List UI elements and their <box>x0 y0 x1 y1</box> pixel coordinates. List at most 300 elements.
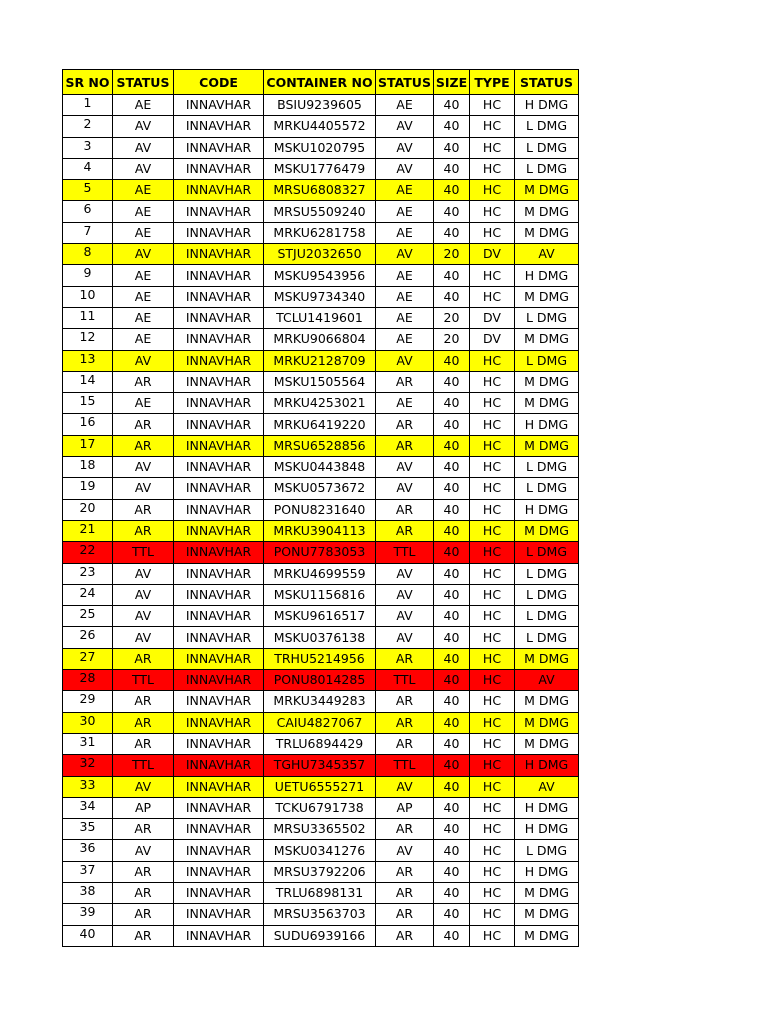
table-row <box>63 520 579 541</box>
cell-status-2: AV <box>376 350 434 371</box>
cell-type: HC <box>470 393 515 414</box>
cell-status-2: AE <box>376 393 434 414</box>
cell-container-no: MRKU2128709 <box>264 350 376 371</box>
cell-size: 40 <box>434 606 470 627</box>
cell-sr-no: 39 <box>63 904 113 925</box>
table-row <box>63 627 579 648</box>
cell-status-3: L DMG <box>515 840 579 861</box>
cell-status: AR <box>113 861 174 882</box>
cell-container-no: PONU8014285 <box>264 670 376 691</box>
container-status-table <box>62 69 579 947</box>
cell-status: AE <box>113 201 174 222</box>
cell-status-2: TTL <box>376 670 434 691</box>
cell-container-no: MRKU6281758 <box>264 222 376 243</box>
cell-sr-no: 2 <box>63 116 113 137</box>
cell-status-3: L DMG <box>515 542 579 563</box>
cell-code: INNAVHAR <box>174 158 264 179</box>
cell-type: HC <box>470 180 515 201</box>
cell-sr-no: 6 <box>63 201 113 222</box>
cell-size: 40 <box>434 712 470 733</box>
cell-container-no: MRSU6808327 <box>264 180 376 201</box>
cell-container-no: MSKU1156816 <box>264 584 376 605</box>
table-row <box>63 457 579 478</box>
cell-type: HC <box>470 606 515 627</box>
cell-status: AE <box>113 95 174 116</box>
cell-code: INNAVHAR <box>174 882 264 903</box>
cell-status-3: H DMG <box>515 861 579 882</box>
cell-status: AE <box>113 329 174 350</box>
table-row <box>63 265 579 286</box>
cell-status-3: M DMG <box>515 435 579 456</box>
cell-status-2: AR <box>376 712 434 733</box>
cell-type: HC <box>470 520 515 541</box>
cell-status: AR <box>113 733 174 754</box>
cell-sr-no: 21 <box>63 520 113 541</box>
cell-size: 40 <box>434 755 470 776</box>
cell-code: INNAVHAR <box>174 222 264 243</box>
cell-sr-no: 31 <box>63 733 113 754</box>
cell-sr-no: 16 <box>63 414 113 435</box>
cell-status: AV <box>113 244 174 265</box>
cell-code: INNAVHAR <box>174 329 264 350</box>
cell-container-no: MSKU0573672 <box>264 478 376 499</box>
cell-size: 40 <box>434 542 470 563</box>
cell-status-3: L DMG <box>515 606 579 627</box>
cell-type: HC <box>470 137 515 158</box>
cell-status: AR <box>113 712 174 733</box>
table-row <box>63 350 579 371</box>
table-row <box>63 478 579 499</box>
cell-sr-no: 26 <box>63 627 113 648</box>
cell-sr-no: 3 <box>63 137 113 158</box>
cell-status-3: AV <box>515 776 579 797</box>
cell-container-no: MSKU9616517 <box>264 606 376 627</box>
cell-type: HC <box>470 691 515 712</box>
cell-status-2: AR <box>376 414 434 435</box>
cell-size: 40 <box>434 414 470 435</box>
cell-size: 40 <box>434 435 470 456</box>
cell-code: INNAVHAR <box>174 350 264 371</box>
cell-type: HC <box>470 499 515 520</box>
cell-size: 40 <box>434 776 470 797</box>
cell-sr-no: 30 <box>63 712 113 733</box>
cell-status-3: H DMG <box>515 265 579 286</box>
header-container-no: CONTAINER NO <box>264 70 376 95</box>
cell-status-2: AV <box>376 840 434 861</box>
table-row <box>63 95 579 116</box>
cell-container-no: UETU6555271 <box>264 776 376 797</box>
table-row <box>63 180 579 201</box>
cell-type: HC <box>470 457 515 478</box>
cell-sr-no: 9 <box>63 265 113 286</box>
cell-status: AV <box>113 584 174 605</box>
cell-status: AV <box>113 137 174 158</box>
cell-status-3: M DMG <box>515 733 579 754</box>
table-row <box>63 563 579 584</box>
table-header <box>63 70 579 95</box>
cell-code: INNAVHAR <box>174 137 264 158</box>
cell-status: AR <box>113 904 174 925</box>
cell-code: INNAVHAR <box>174 435 264 456</box>
table-row <box>63 201 579 222</box>
cell-type: HC <box>470 371 515 392</box>
cell-status-3: M DMG <box>515 393 579 414</box>
cell-status: AV <box>113 776 174 797</box>
cell-status-3: M DMG <box>515 691 579 712</box>
table-row <box>63 840 579 861</box>
table-row <box>63 670 579 691</box>
cell-status: AV <box>113 606 174 627</box>
cell-status: AE <box>113 265 174 286</box>
cell-code: INNAVHAR <box>174 606 264 627</box>
cell-status-2: AE <box>376 95 434 116</box>
cell-status: TTL <box>113 755 174 776</box>
cell-code: INNAVHAR <box>174 520 264 541</box>
cell-status: AR <box>113 648 174 669</box>
cell-status-2: AE <box>376 201 434 222</box>
cell-status-3: AV <box>515 670 579 691</box>
cell-status: AV <box>113 478 174 499</box>
cell-size: 40 <box>434 670 470 691</box>
table-row <box>63 882 579 903</box>
table-row <box>63 776 579 797</box>
cell-sr-no: 10 <box>63 286 113 307</box>
cell-size: 40 <box>434 158 470 179</box>
cell-code: INNAVHAR <box>174 733 264 754</box>
cell-container-no: MRKU3904113 <box>264 520 376 541</box>
cell-size: 40 <box>434 286 470 307</box>
cell-status-3: L DMG <box>515 158 579 179</box>
cell-container-no: MRKU4405572 <box>264 116 376 137</box>
cell-container-no: TRHU5214956 <box>264 648 376 669</box>
cell-type: HC <box>470 882 515 903</box>
cell-sr-no: 12 <box>63 329 113 350</box>
cell-status-2: AE <box>376 180 434 201</box>
cell-code: INNAVHAR <box>174 861 264 882</box>
cell-code: INNAVHAR <box>174 563 264 584</box>
cell-code: INNAVHAR <box>174 478 264 499</box>
header-code: CODE <box>174 70 264 95</box>
cell-status-2: AV <box>376 584 434 605</box>
cell-type: HC <box>470 627 515 648</box>
table-row <box>63 307 579 328</box>
cell-sr-no: 28 <box>63 670 113 691</box>
cell-status: AR <box>113 499 174 520</box>
cell-code: INNAVHAR <box>174 371 264 392</box>
cell-container-no: MRSU3792206 <box>264 861 376 882</box>
cell-size: 40 <box>434 797 470 818</box>
cell-type: HC <box>470 904 515 925</box>
cell-sr-no: 35 <box>63 819 113 840</box>
table-row <box>63 329 579 350</box>
cell-status-2: AE <box>376 222 434 243</box>
cell-type: HC <box>470 733 515 754</box>
cell-type: HC <box>470 797 515 818</box>
cell-type: DV <box>470 307 515 328</box>
cell-status-3: M DMG <box>515 180 579 201</box>
cell-code: INNAVHAR <box>174 670 264 691</box>
cell-size: 40 <box>434 201 470 222</box>
cell-size: 40 <box>434 222 470 243</box>
table-row <box>63 499 579 520</box>
cell-type: HC <box>470 712 515 733</box>
cell-code: INNAVHAR <box>174 201 264 222</box>
table-row <box>63 755 579 776</box>
cell-size: 40 <box>434 882 470 903</box>
cell-status: AR <box>113 520 174 541</box>
cell-sr-no: 17 <box>63 435 113 456</box>
cell-code: INNAVHAR <box>174 925 264 946</box>
cell-container-no: MSKU9734340 <box>264 286 376 307</box>
table-row <box>63 606 579 627</box>
cell-sr-no: 27 <box>63 648 113 669</box>
cell-sr-no: 19 <box>63 478 113 499</box>
cell-status-2: AV <box>376 627 434 648</box>
cell-status-3: M DMG <box>515 648 579 669</box>
table-row <box>63 286 579 307</box>
cell-type: HC <box>470 478 515 499</box>
cell-status-2: AR <box>376 520 434 541</box>
cell-code: INNAVHAR <box>174 457 264 478</box>
cell-type: DV <box>470 244 515 265</box>
cell-status-3: L DMG <box>515 627 579 648</box>
cell-type: HC <box>470 648 515 669</box>
table-row <box>63 116 579 137</box>
cell-status-3: M DMG <box>515 904 579 925</box>
cell-status-2: AV <box>376 776 434 797</box>
cell-size: 20 <box>434 244 470 265</box>
cell-sr-no: 33 <box>63 776 113 797</box>
cell-code: INNAVHAR <box>174 542 264 563</box>
cell-container-no: CAIU4827067 <box>264 712 376 733</box>
cell-status: AE <box>113 180 174 201</box>
cell-sr-no: 18 <box>63 457 113 478</box>
cell-status-3: H DMG <box>515 414 579 435</box>
cell-type: DV <box>470 329 515 350</box>
cell-type: HC <box>470 584 515 605</box>
table-row <box>63 712 579 733</box>
cell-status-3: L DMG <box>515 350 579 371</box>
cell-size: 40 <box>434 95 470 116</box>
cell-sr-no: 13 <box>63 350 113 371</box>
cell-code: INNAVHAR <box>174 414 264 435</box>
cell-status: AV <box>113 116 174 137</box>
cell-sr-no: 36 <box>63 840 113 861</box>
cell-status-3: L DMG <box>515 137 579 158</box>
cell-type: HC <box>470 861 515 882</box>
cell-type: HC <box>470 755 515 776</box>
cell-size: 40 <box>434 819 470 840</box>
cell-size: 40 <box>434 393 470 414</box>
cell-container-no: MSKU1505564 <box>264 371 376 392</box>
cell-sr-no: 32 <box>63 755 113 776</box>
cell-status: AR <box>113 371 174 392</box>
cell-status-2: AV <box>376 116 434 137</box>
cell-status-3: M DMG <box>515 286 579 307</box>
cell-status: AR <box>113 414 174 435</box>
cell-status-2: AE <box>376 307 434 328</box>
cell-status-2: AV <box>376 158 434 179</box>
cell-container-no: MRKU9066804 <box>264 329 376 350</box>
cell-status-3: L DMG <box>515 116 579 137</box>
cell-container-no: SUDU6939166 <box>264 925 376 946</box>
cell-code: INNAVHAR <box>174 265 264 286</box>
cell-sr-no: 24 <box>63 584 113 605</box>
cell-status: TTL <box>113 670 174 691</box>
cell-size: 20 <box>434 307 470 328</box>
table-row <box>63 861 579 882</box>
table-row <box>63 158 579 179</box>
cell-status-3: L DMG <box>515 584 579 605</box>
cell-status-2: TTL <box>376 755 434 776</box>
cell-code: INNAVHAR <box>174 904 264 925</box>
cell-type: HC <box>470 414 515 435</box>
header-row <box>63 70 579 95</box>
cell-size: 40 <box>434 733 470 754</box>
cell-type: HC <box>470 265 515 286</box>
cell-code: INNAVHAR <box>174 286 264 307</box>
cell-container-no: MSKU1776479 <box>264 158 376 179</box>
cell-type: HC <box>470 670 515 691</box>
header-status-2: STATUS <box>376 70 434 95</box>
cell-sr-no: 5 <box>63 180 113 201</box>
cell-status-2: AR <box>376 861 434 882</box>
table-row <box>63 542 579 563</box>
cell-status: AP <box>113 797 174 818</box>
cell-size: 40 <box>434 350 470 371</box>
cell-status: AR <box>113 819 174 840</box>
cell-status-2: AR <box>376 371 434 392</box>
cell-status-2: AV <box>376 606 434 627</box>
header-status: STATUS <box>113 70 174 95</box>
cell-status-2: AR <box>376 648 434 669</box>
cell-container-no: PONU8231640 <box>264 499 376 520</box>
cell-status-3: L DMG <box>515 307 579 328</box>
cell-type: HC <box>470 563 515 584</box>
cell-status-2: AV <box>376 244 434 265</box>
cell-status-2: AR <box>376 882 434 903</box>
cell-size: 40 <box>434 840 470 861</box>
cell-status: AR <box>113 882 174 903</box>
cell-size: 40 <box>434 861 470 882</box>
cell-status-2: AV <box>376 478 434 499</box>
cell-size: 40 <box>434 584 470 605</box>
cell-status: AE <box>113 393 174 414</box>
cell-size: 20 <box>434 329 470 350</box>
cell-status-2: AP <box>376 797 434 818</box>
cell-size: 40 <box>434 457 470 478</box>
table-row <box>63 244 579 265</box>
cell-container-no: PONU7783053 <box>264 542 376 563</box>
cell-status-2: AV <box>376 563 434 584</box>
cell-status-3: H DMG <box>515 819 579 840</box>
cell-status-3: H DMG <box>515 499 579 520</box>
cell-code: INNAVHAR <box>174 797 264 818</box>
cell-status: AV <box>113 350 174 371</box>
cell-status-2: AV <box>376 137 434 158</box>
table-row <box>63 371 579 392</box>
cell-sr-no: 37 <box>63 861 113 882</box>
cell-container-no: MRSU3563703 <box>264 904 376 925</box>
cell-status-3: M DMG <box>515 925 579 946</box>
cell-code: INNAVHAR <box>174 244 264 265</box>
table-row <box>63 393 579 414</box>
cell-type: HC <box>470 222 515 243</box>
cell-code: INNAVHAR <box>174 691 264 712</box>
cell-status: AE <box>113 307 174 328</box>
cell-sr-no: 1 <box>63 95 113 116</box>
cell-type: HC <box>470 350 515 371</box>
cell-container-no: MRKU3449283 <box>264 691 376 712</box>
cell-status: AR <box>113 435 174 456</box>
cell-sr-no: 4 <box>63 158 113 179</box>
table-row <box>63 648 579 669</box>
cell-status-3: L DMG <box>515 478 579 499</box>
cell-type: HC <box>470 542 515 563</box>
cell-status: AR <box>113 925 174 946</box>
cell-sr-no: 38 <box>63 882 113 903</box>
cell-status-2: AR <box>376 925 434 946</box>
cell-type: HC <box>470 158 515 179</box>
table-row <box>63 137 579 158</box>
cell-status: AR <box>113 691 174 712</box>
header-type: TYPE <box>470 70 515 95</box>
table-row <box>63 222 579 243</box>
cell-size: 40 <box>434 478 470 499</box>
cell-type: HC <box>470 116 515 137</box>
cell-size: 40 <box>434 520 470 541</box>
cell-size: 40 <box>434 265 470 286</box>
cell-size: 40 <box>434 371 470 392</box>
cell-status-2: AR <box>376 691 434 712</box>
table-row <box>63 435 579 456</box>
cell-type: HC <box>470 286 515 307</box>
header-size: SIZE <box>434 70 470 95</box>
cell-container-no: MSKU9543956 <box>264 265 376 286</box>
cell-status-3: M DMG <box>515 201 579 222</box>
cell-status-3: L DMG <box>515 457 579 478</box>
cell-sr-no: 11 <box>63 307 113 328</box>
cell-type: HC <box>470 776 515 797</box>
cell-sr-no: 15 <box>63 393 113 414</box>
cell-sr-no: 8 <box>63 244 113 265</box>
cell-sr-no: 7 <box>63 222 113 243</box>
cell-code: INNAVHAR <box>174 393 264 414</box>
cell-container-no: MSKU0443848 <box>264 457 376 478</box>
cell-status-3: H DMG <box>515 755 579 776</box>
cell-status-3: H DMG <box>515 797 579 818</box>
cell-container-no: MRSU5509240 <box>264 201 376 222</box>
cell-status-2: AR <box>376 435 434 456</box>
table-row <box>63 691 579 712</box>
cell-status-3: M DMG <box>515 520 579 541</box>
table-body <box>63 95 579 947</box>
cell-status-3: M DMG <box>515 371 579 392</box>
cell-status-2: AR <box>376 819 434 840</box>
cell-status: AV <box>113 627 174 648</box>
cell-status: AV <box>113 563 174 584</box>
cell-status-2: AV <box>376 457 434 478</box>
cell-status-3: M DMG <box>515 329 579 350</box>
cell-container-no: MRKU4253021 <box>264 393 376 414</box>
table-row <box>63 584 579 605</box>
cell-container-no: STJU2032650 <box>264 244 376 265</box>
cell-type: HC <box>470 95 515 116</box>
cell-code: INNAVHAR <box>174 776 264 797</box>
cell-code: INNAVHAR <box>174 627 264 648</box>
cell-status: AV <box>113 840 174 861</box>
cell-size: 40 <box>434 180 470 201</box>
